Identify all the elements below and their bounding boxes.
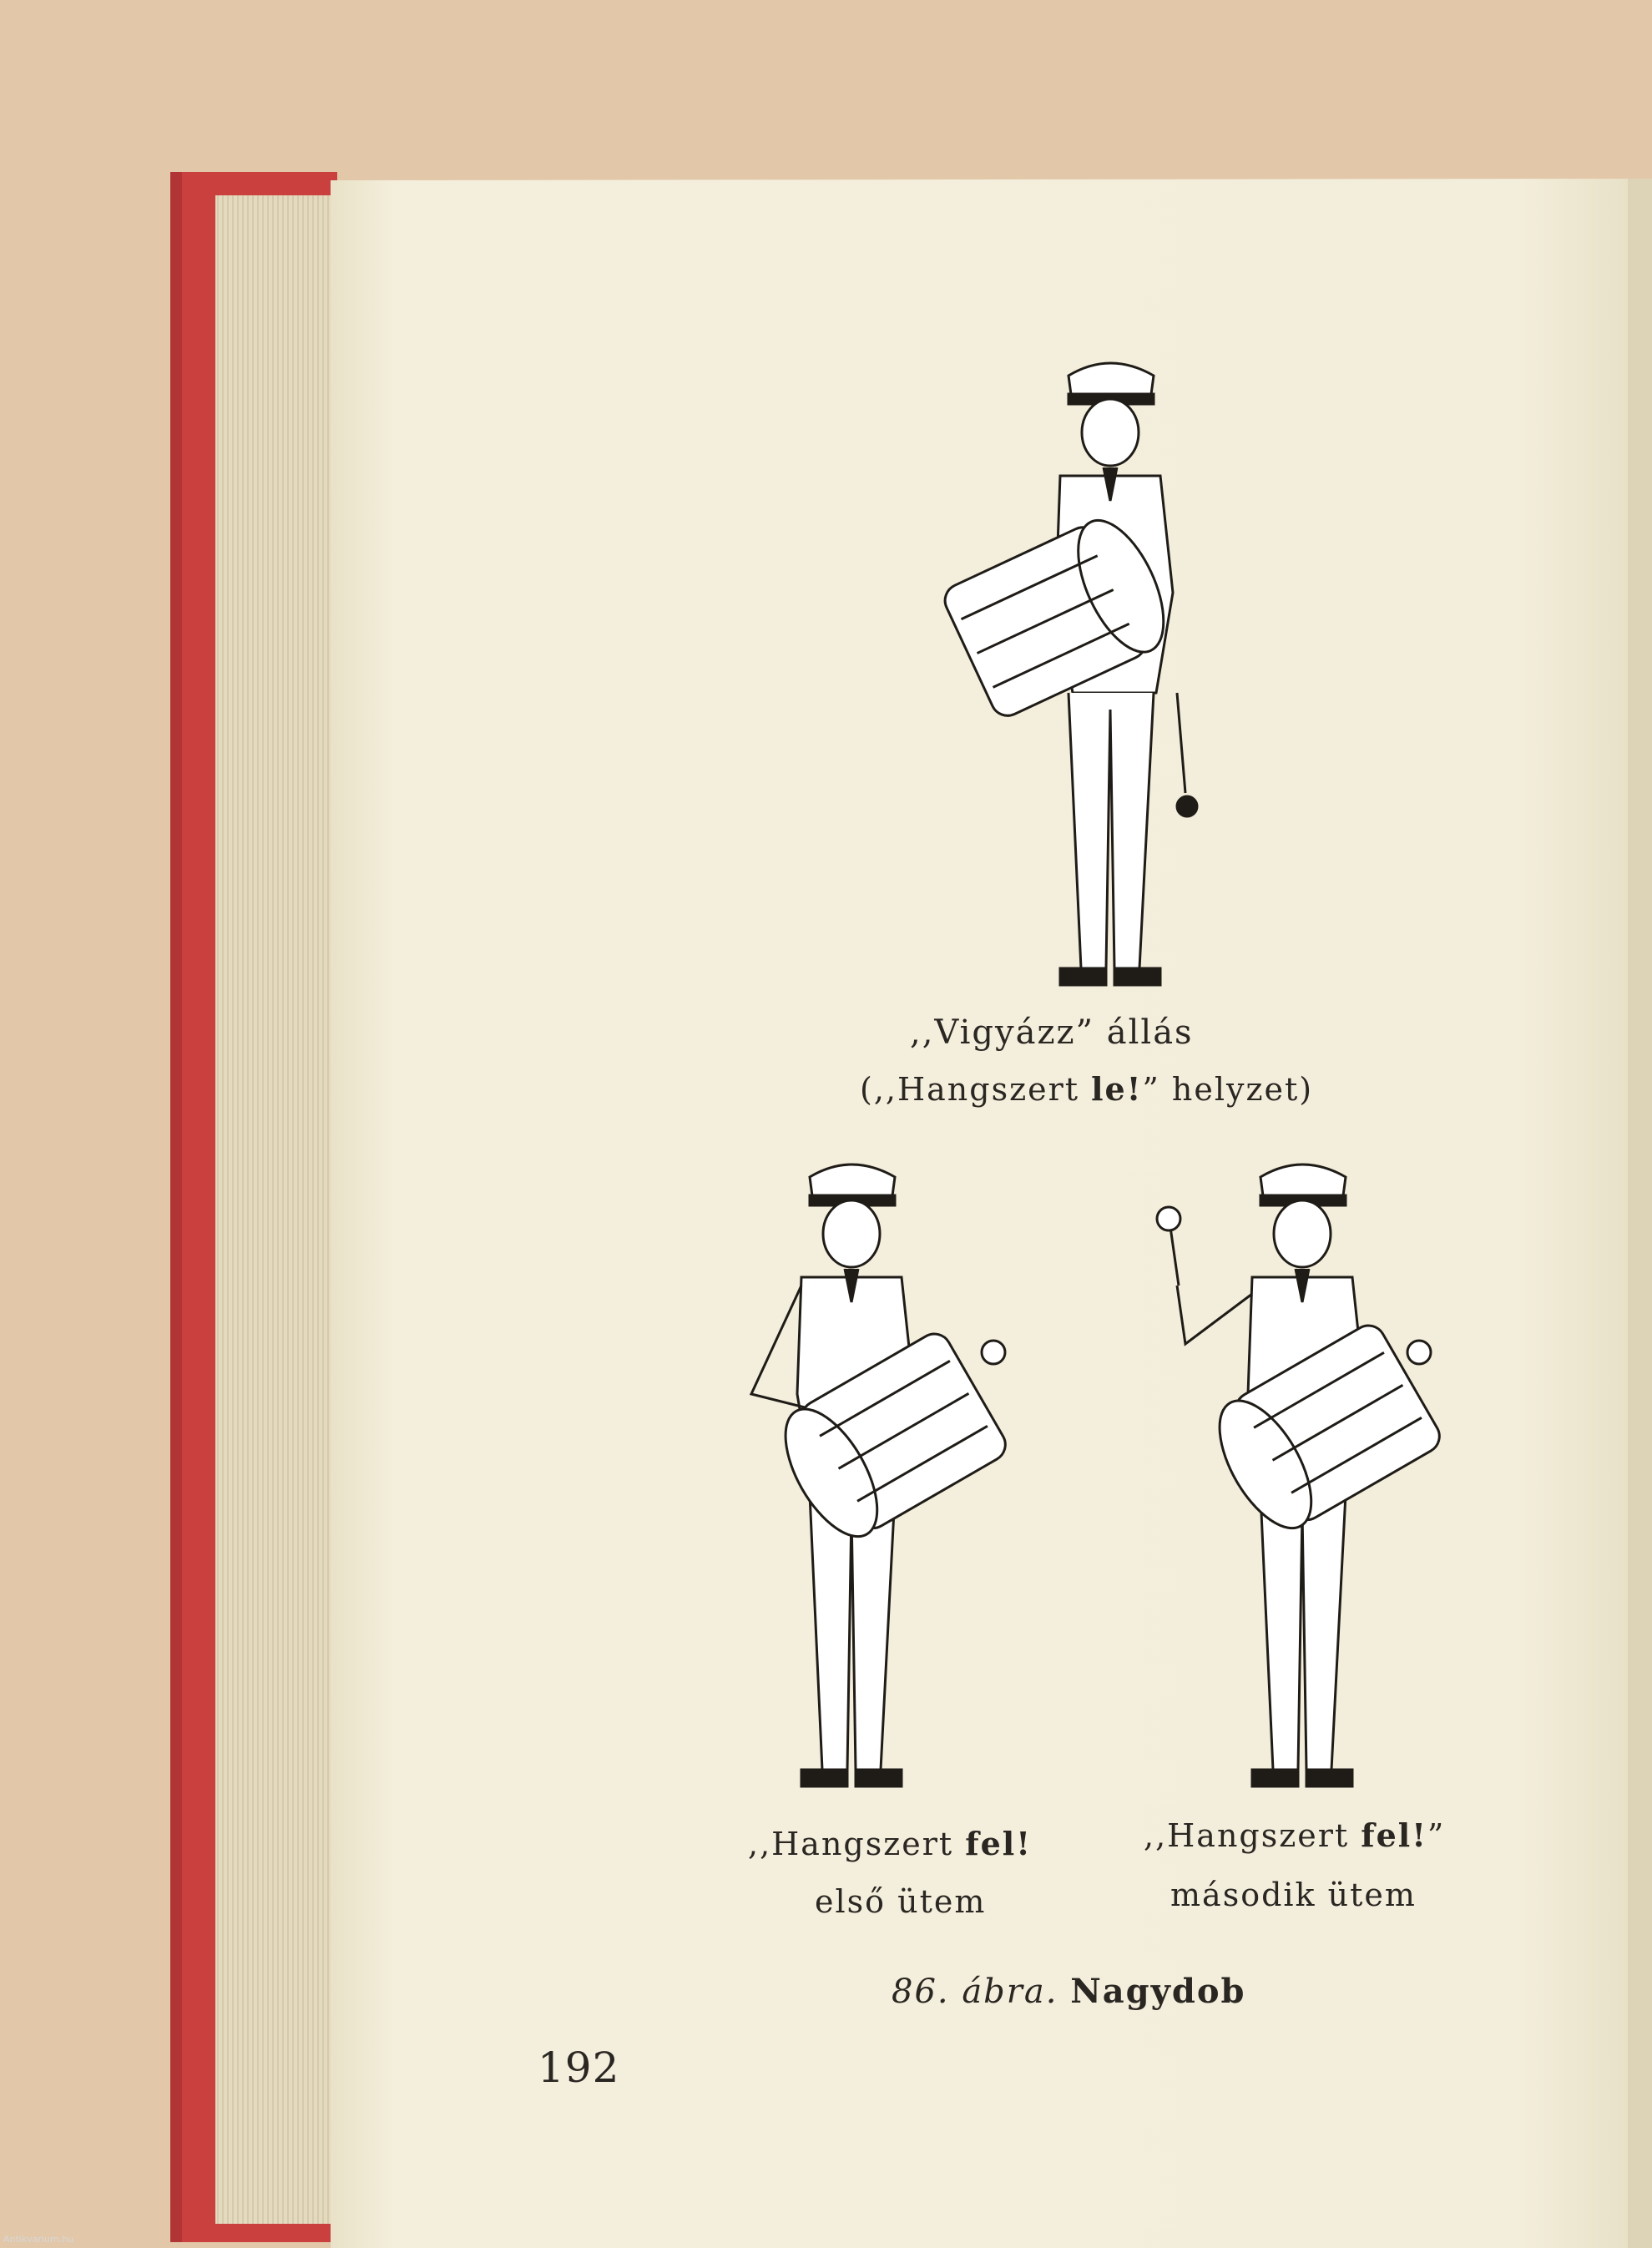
caption-second-beat-line2: második ütem — [1170, 1877, 1417, 1913]
caption-first-beat-line2: első ütem — [815, 1883, 987, 1920]
watermark: Antikvarium.hu — [3, 2234, 74, 2245]
figure-caption — [892, 1972, 1246, 2011]
figure-number: 86. ábra. — [892, 1973, 1058, 2011]
caption-attention-line1: ,,Vigyázz” állás — [910, 1013, 1194, 1052]
caption-attention-line2: (,,Hangszert le!” helyzet) — [860, 1070, 1314, 1108]
caption-first-beat-line1: ,,Hangszert fel! — [748, 1825, 1032, 1862]
caption-attention-bold: le! — [1091, 1070, 1143, 1108]
page-number: 192 — [538, 2043, 620, 2092]
drummer-second-beat-figure — [1127, 1144, 1444, 1811]
page-edges — [215, 195, 332, 2224]
figure-title: Nagydob — [1070, 1972, 1246, 2011]
drummer-attention-figure — [935, 342, 1219, 1010]
drummer-first-beat-figure — [718, 1144, 1035, 1811]
caption-first-beat-bold: fel! — [965, 1825, 1032, 1862]
caption-second-beat-bold: fel! — [1361, 1816, 1427, 1854]
caption-second-beat-line1: ,,Hangszert fel!” — [1144, 1816, 1446, 1854]
